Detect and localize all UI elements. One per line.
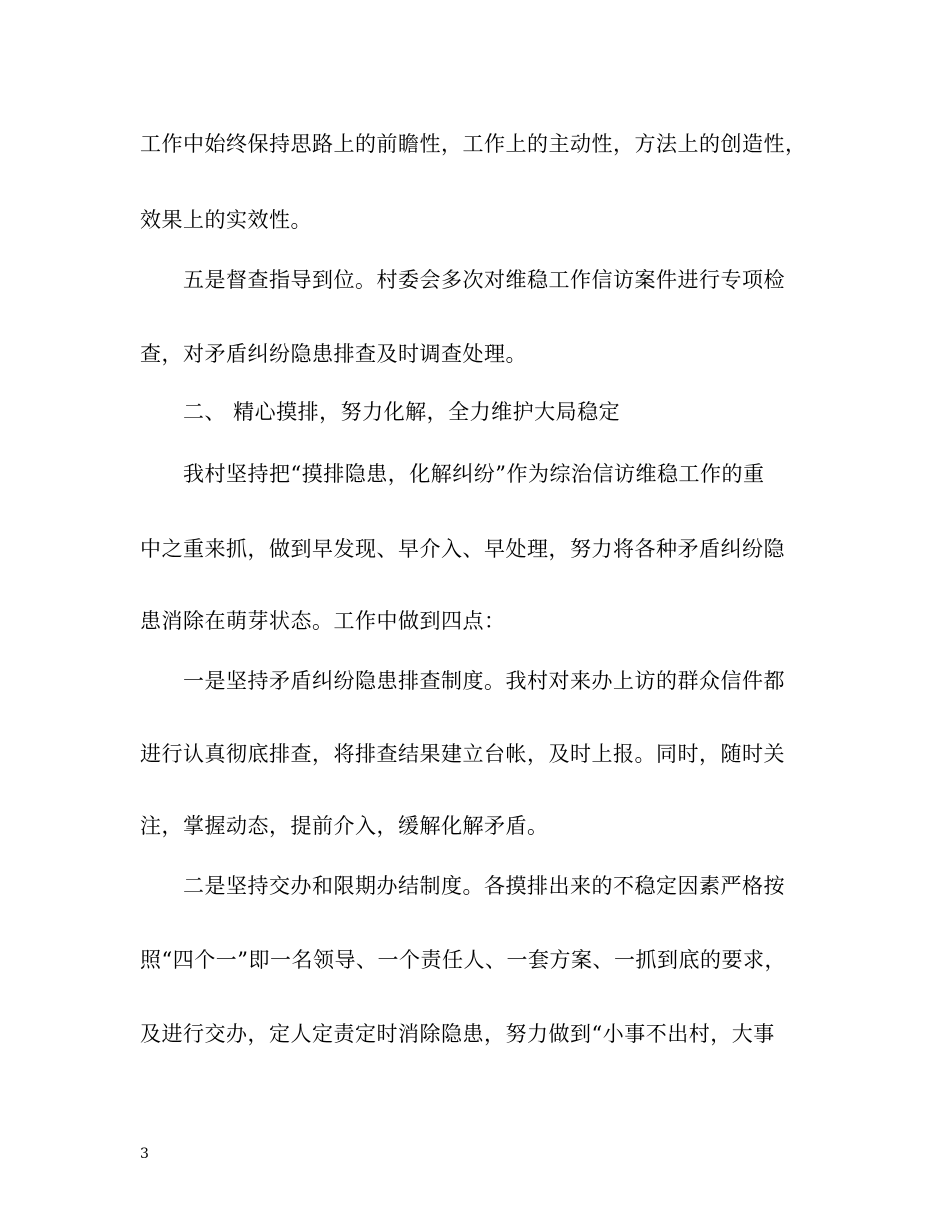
text-line: 患消除在萌芽状态。工作中做到四点：: [140, 609, 506, 633]
text-line: 照“四个一”即一名领导、一个责任人、一套方案、一抓到底的要求，: [140, 948, 786, 972]
text-line: 中之重来抓，做到早发现、早介入、早处理，努力将各种矛盾纠纷隐: [140, 537, 785, 561]
page-number: 3: [140, 1146, 149, 1162]
text-line: 效果上的实效性。: [140, 208, 312, 232]
text-line: 注，掌握动态，提前介入，缓解化解矛盾。: [140, 814, 549, 838]
text-line: 查，对矛盾纠纷隐患排查及时调查处理。: [140, 342, 527, 366]
paragraph-five-line: 五是督查指导到位。村委会多次对维稳工作信访案件进行专项检: [183, 268, 785, 292]
text-line: 工作中始终保持思路上的前瞻性，工作上的主动性，方法上的创造性，: [140, 132, 807, 156]
text-line: 及进行交办，定人定责定时消除隐患，努力做到“小事不出村，大事: [140, 1022, 775, 1046]
text-line: 我村坚持把“摸排隐患，化解纠纷”作为综治信访维稳工作的重: [183, 462, 765, 486]
text-line: 二是坚持交办和限期办结制度。各摸排出来的不稳定因素严格按: [183, 874, 785, 898]
section-heading: 二、 精心摸排，努力化解，全力维护大局稳定: [183, 400, 621, 424]
text-line: 进行认真彻底排查，将排查结果建立台帐，及时上报。同时，随时关: [140, 742, 785, 766]
text-line: 一是坚持矛盾纠纷隐患排查制度。我村对来办上访的群众信件都: [183, 669, 785, 693]
